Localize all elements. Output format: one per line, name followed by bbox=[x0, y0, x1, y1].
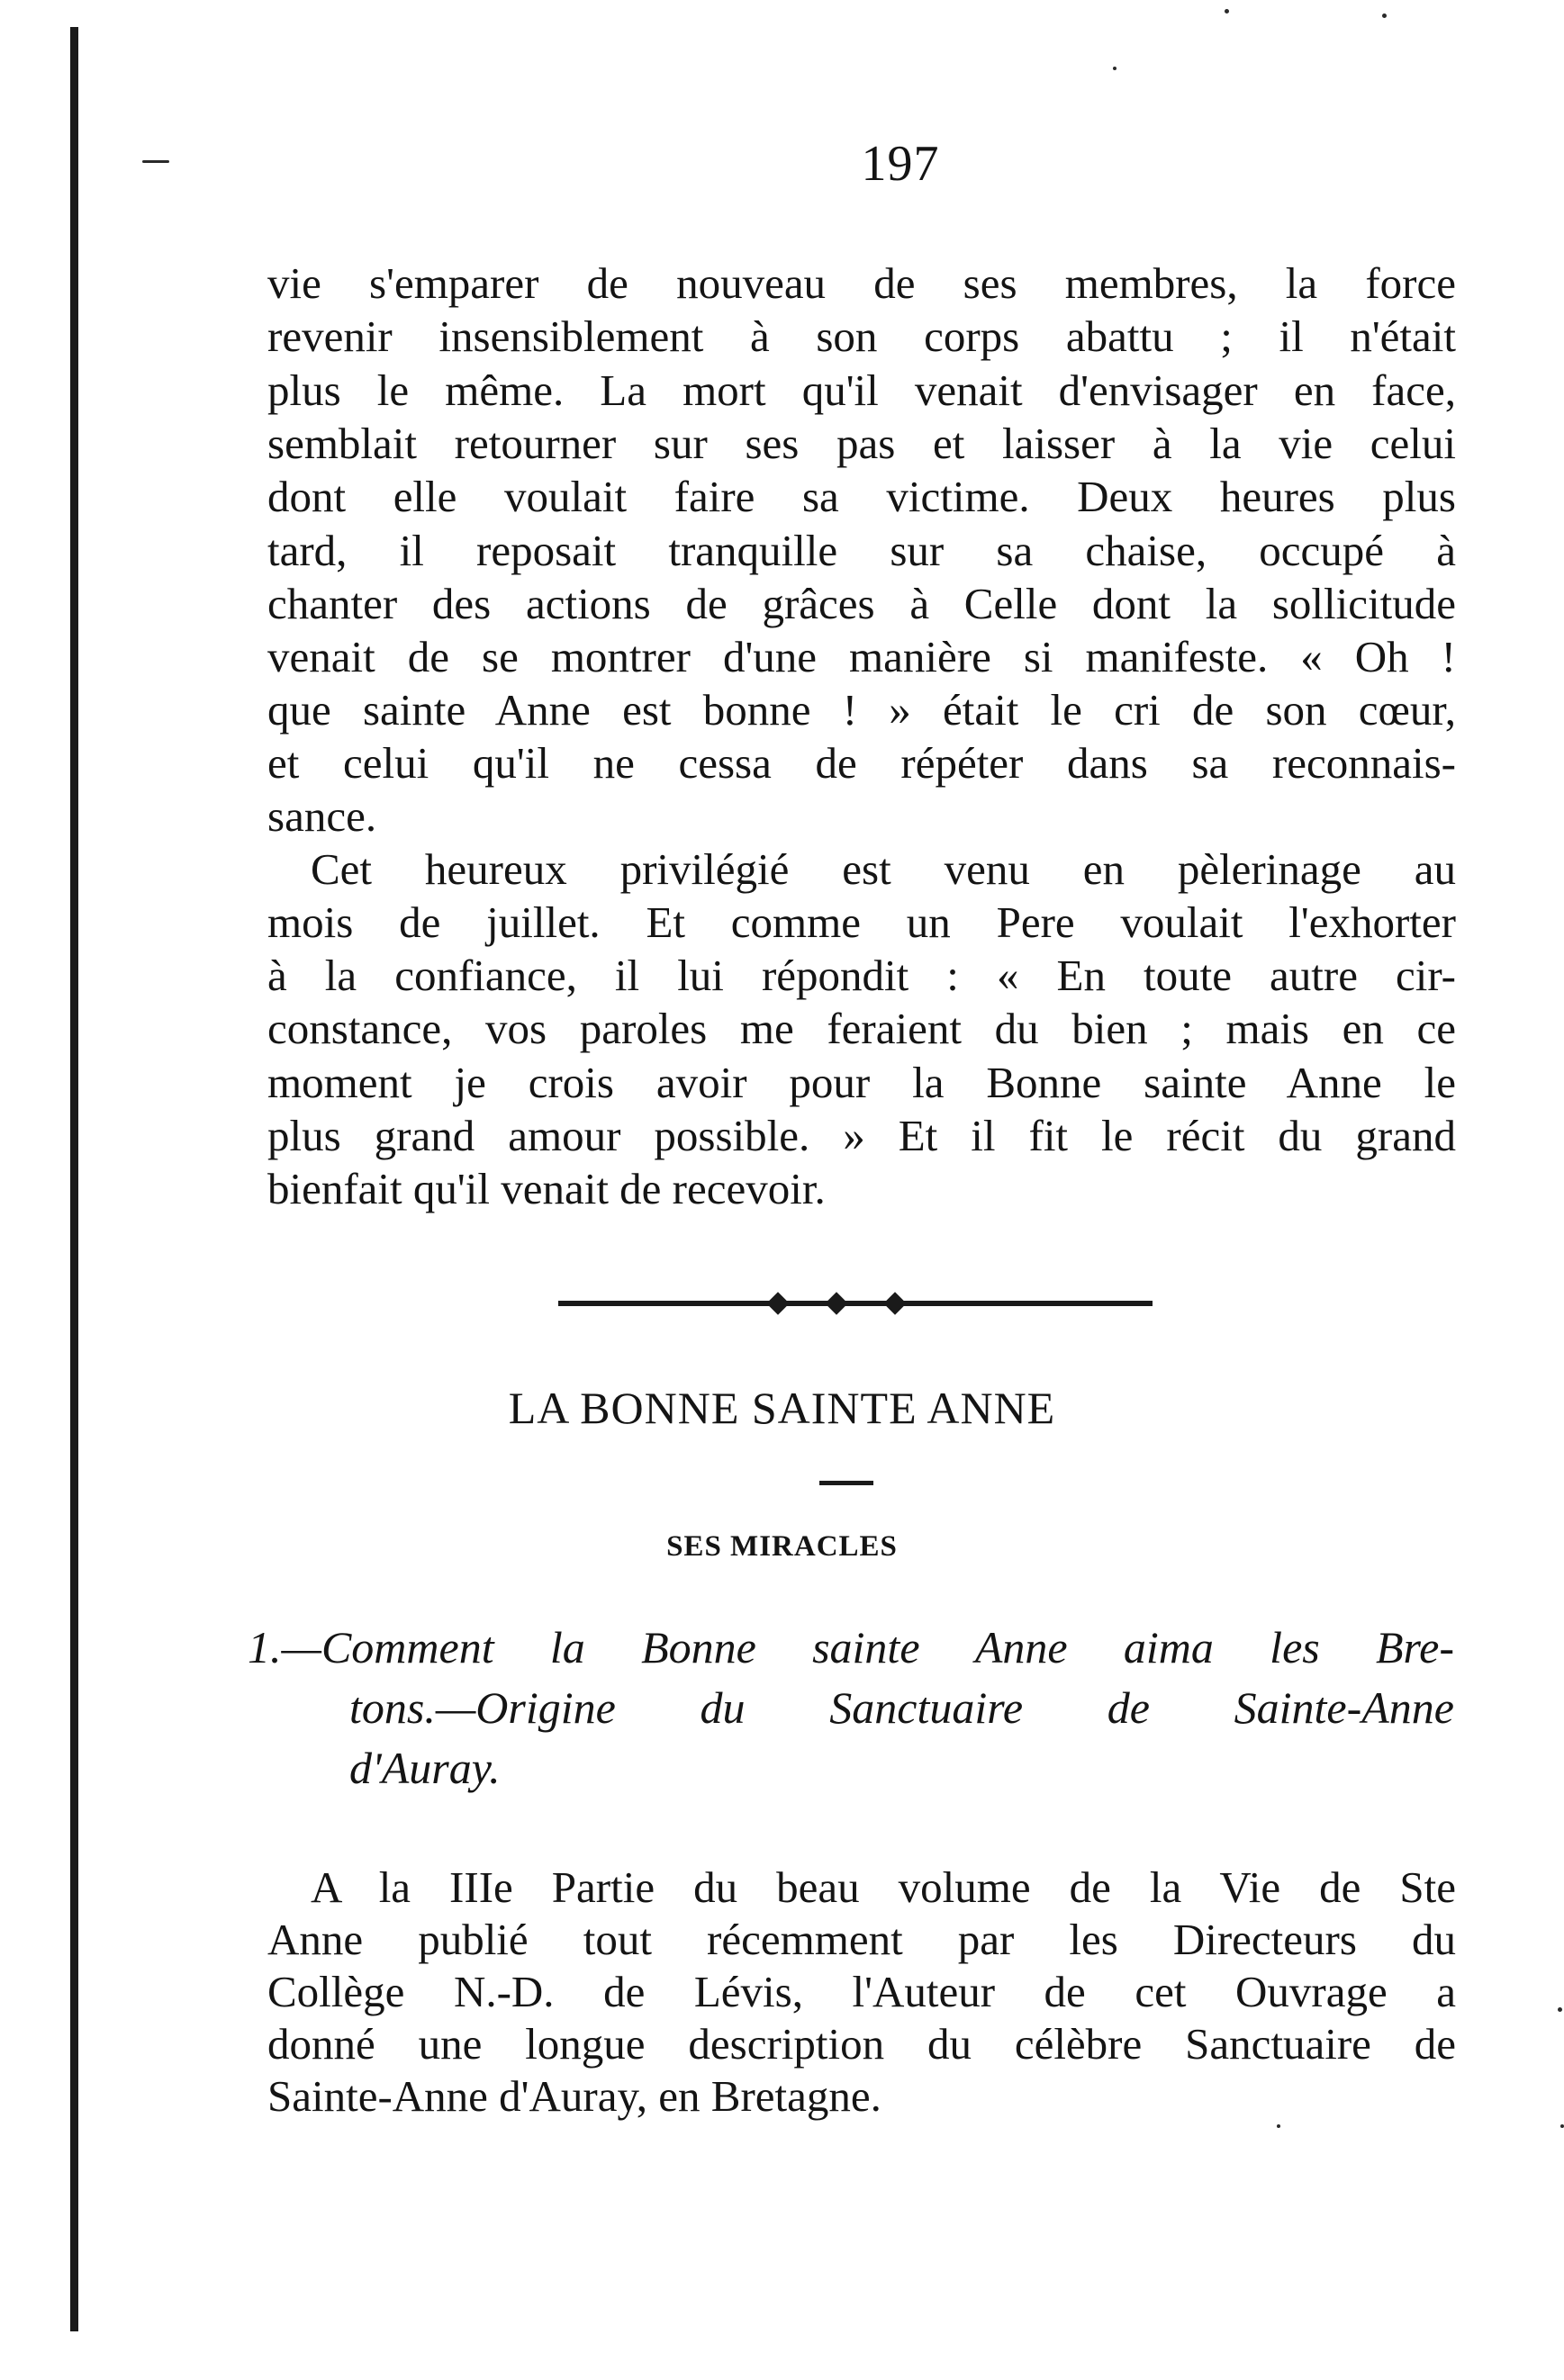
text-line: vie s'emparer de nouveau de ses membres, la force bbox=[267, 258, 1456, 308]
page-edge-bar bbox=[70, 27, 78, 2331]
ink-speck bbox=[1113, 67, 1116, 70]
text-line: bienfait qu'il venait de recevoir. bbox=[267, 1164, 826, 1213]
text-line: Anne publié tout récemment par les Directeurs du bbox=[267, 1915, 1456, 1964]
item-heading-line: d'Auray. bbox=[349, 1743, 501, 1793]
text-line: mois de juillet. Et comme un Pere voulait l'exhorter bbox=[267, 897, 1456, 947]
text-line: constance, vos paroles me feraient du bien ; mais en ce bbox=[267, 1004, 1456, 1053]
divider-ornament bbox=[825, 1292, 847, 1314]
divider-ornament bbox=[766, 1292, 789, 1314]
text-line: Collège N.-D. de Lévis, l'Auteur de cet Ouvrage a bbox=[267, 1967, 1456, 2016]
text-line: et celui qu'il ne cessa de répéter dans sa reconnais- bbox=[267, 738, 1456, 788]
item-heading-line: tons.—Origine du Sanctuaire de Sainte-Anne bbox=[349, 1682, 1454, 1733]
text-line: A la IIIe Partie du beau volume de la Vie de Ste bbox=[311, 1862, 1456, 1912]
text-line: donné une longue description du célèbre Sanctuaire de bbox=[267, 2019, 1456, 2069]
section-subtitle: SES MIRACLES bbox=[666, 1530, 898, 1563]
title-rule bbox=[819, 1481, 873, 1485]
page-number: 197 bbox=[861, 136, 940, 192]
ink-speck bbox=[1560, 2124, 1564, 2128]
text-line: plus grand amour possible. » Et il fit le récit du grand bbox=[267, 1111, 1456, 1160]
text-line: chanter des actions de grâces à Celle dont la sollicitude bbox=[267, 579, 1456, 628]
ornamental-divider bbox=[558, 1301, 1153, 1306]
text-line: que sainte Anne est bonne ! » était le cri de son cœur, bbox=[267, 685, 1456, 735]
ink-speck bbox=[1382, 14, 1387, 18]
text-line: plus le même. La mort qu'il venait d'envisager en face, bbox=[267, 365, 1456, 415]
text-line: venait de se montrer d'une manière si manifeste. « Oh ! bbox=[267, 632, 1456, 681]
ink-speck bbox=[1277, 2124, 1280, 2128]
text-line: moment je crois avoir pour la Bonne sainte Anne le bbox=[267, 1058, 1456, 1107]
divider-ornament bbox=[883, 1292, 906, 1314]
section-title: LA BONNE SAINTE ANNE bbox=[508, 1383, 1056, 1433]
text-line: Sainte-Anne d'Auray, en Bretagne. bbox=[267, 2071, 881, 2121]
text-line: Cet heureux privilégié est venu en pèlerinage au bbox=[311, 844, 1456, 894]
text-line: à la confiance, il lui répondit : « En toute autre cir- bbox=[267, 951, 1456, 1000]
text-line: revenir insensiblement à son corps abattu ; il n'était bbox=[267, 311, 1456, 361]
text-line: sance. bbox=[267, 791, 377, 841]
ink-speck bbox=[1225, 9, 1229, 14]
text-line: dont elle voulait faire sa victime. Deux heures plus bbox=[267, 472, 1456, 521]
item-heading-line: 1.—Comment la Bonne sainte Anne aima les Bre- bbox=[248, 1622, 1454, 1672]
ink-speck bbox=[1558, 2007, 1562, 2012]
text-line: semblait retourner sur ses pas et laisser à la vie celui bbox=[267, 419, 1456, 468]
text-line: tard, il reposait tranquille sur sa chaise, occupé à bbox=[267, 526, 1456, 575]
